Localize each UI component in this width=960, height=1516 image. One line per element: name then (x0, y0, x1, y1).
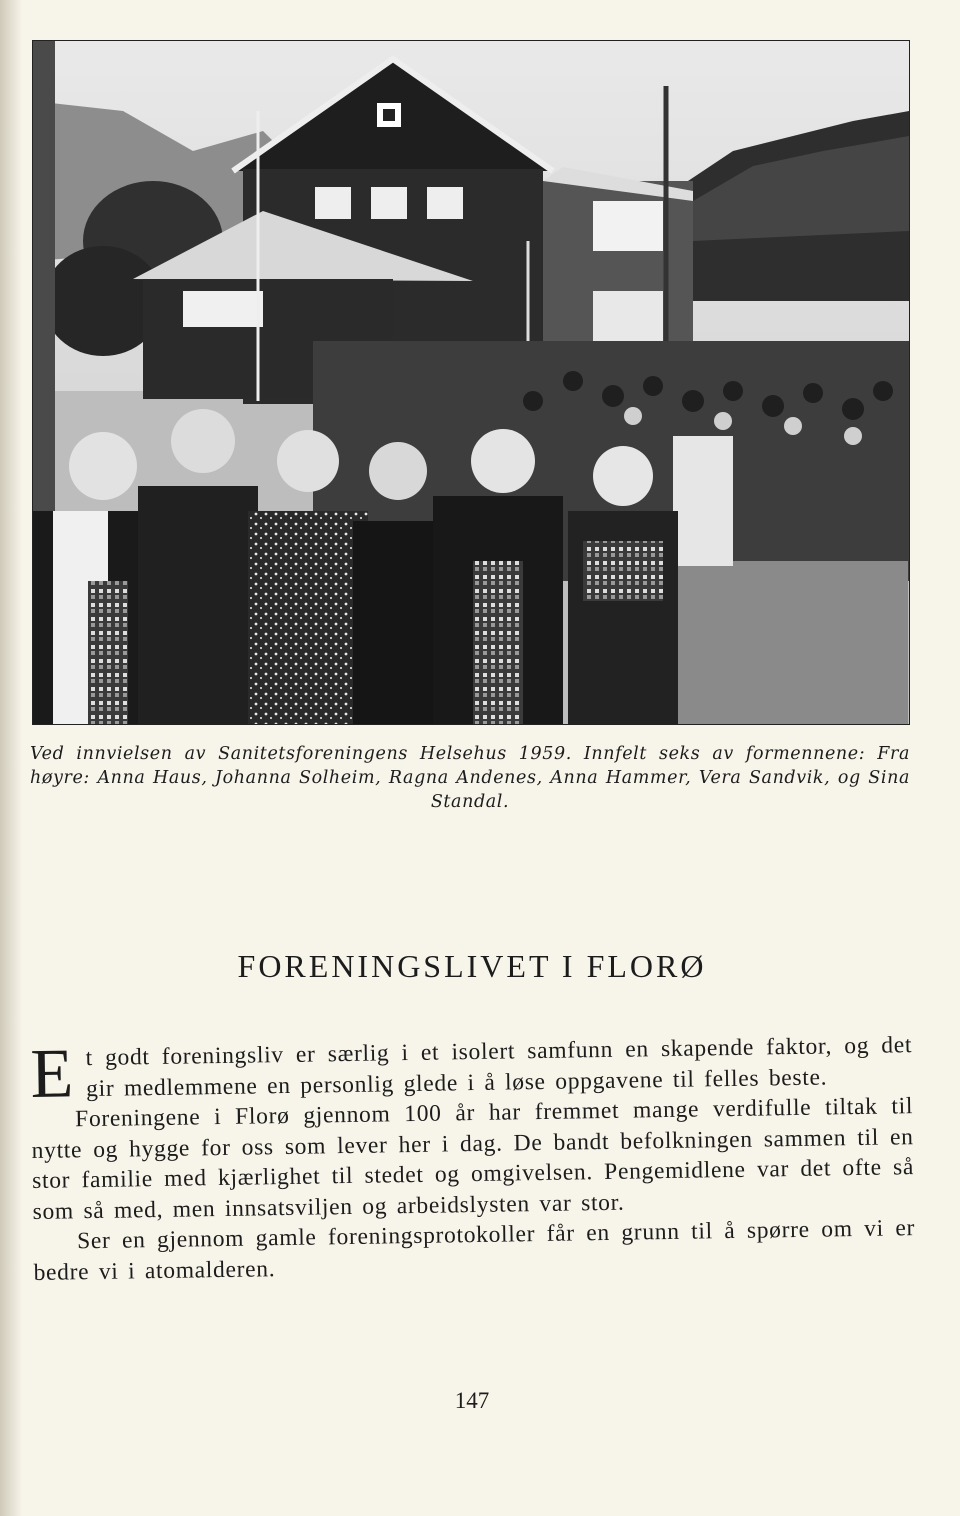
paragraph-2: Foreningene i Florø gjennom 100 år har fremmet mange verdifulle tiltak til nytte og hygge for oss som lever her i dag. De bandt befolkningen sammen til en stor familie med kjærlighet til stedet og omgivelsen. Pengemidlene var det ofte så som så med, men innsatsviljen og arbeidslysten var stor. (31, 1093, 915, 1225)
body-text (30, 1030, 916, 1288)
photograph (32, 40, 910, 725)
photo-caption: Ved innvielsen av Sanitetsforeningens Helsehus 1959. Innfelt seks av formennene: Fra høyre: Anna Haus, Johanna Solheim, Ragna Andenes, Anna Hammer, Vera Sandvik, og Sina Standal. (30, 744, 910, 812)
paragraph-3: Ser en gjennom gamle foreningsprotokoller får en grunn til å spørre om vi er bedre vi i atomalderen. (33, 1215, 916, 1286)
page-number: 147 (454, 1388, 490, 1413)
paragraph-1-text: t godt foreningsliv er særlig i et isolert samfunn en skapende faktor, og det gir medlemmene en personlig glede i å løse oppgavene til felles beste. (85, 1032, 913, 1102)
photo-illustration (33, 41, 909, 724)
page-binding-shadow (0, 0, 22, 1516)
drop-cap: E (29, 1035, 75, 1113)
section-heading: FORENINGSLIVET I FLORØ (237, 948, 707, 984)
